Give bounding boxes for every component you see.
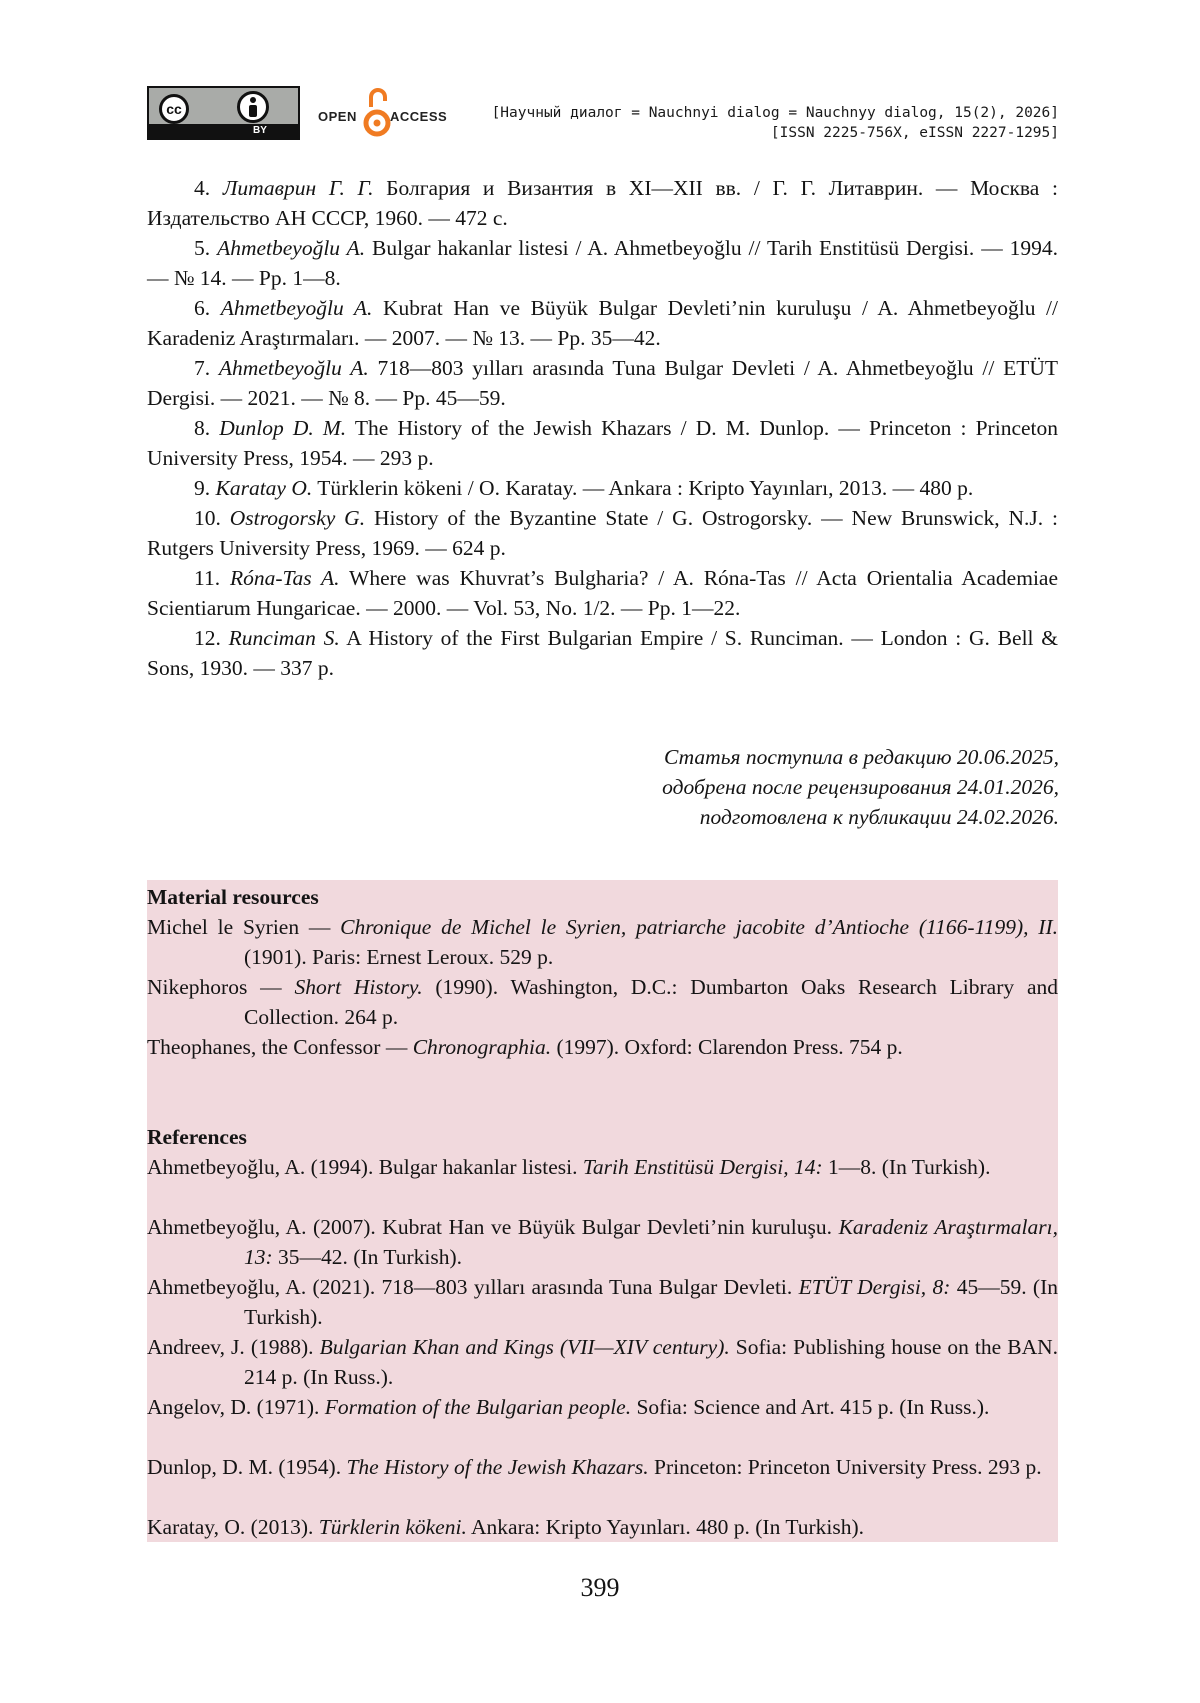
open-access-logo: [318, 85, 463, 141]
reference-item: Ahmetbeyoğlu, A. (2007). Kubrat Han ve Büyük Bulgar Devleti’nin kuruluşu. Karadeniz Araştırmaları, 13: 35—42. (In Turkish).: [147, 1215, 1058, 1269]
receipt-line: одобрена после рецензирования 24.01.2026,: [662, 775, 1059, 799]
bibliography-entry: 8. Dunlop D. M. The History of the Jewish Khazars / D. M. Dunlop. — Princeton : Princeton University Press, 1954. — 293 p.: [147, 416, 1059, 470]
open-access-open-label: OPEN: [318, 109, 357, 124]
page-number: 399: [580, 1573, 620, 1602]
material-resource-item: Nikephoros — Short History. (1990). Washington, D.C.: Dumbarton Oaks Research Library and Collection. 264 p.: [147, 975, 1058, 1029]
material-resource-item: Theophanes, the Confessor — Chronographia. (1997). Oxford: Clarendon Press. 754 p.: [147, 1035, 903, 1059]
license-by-label: BY: [253, 125, 267, 136]
open-access-access-label: ACCESS: [390, 109, 448, 124]
receipt-line: Статья поступила в редакцию 20.06.2025,: [663, 745, 1059, 769]
bibliography-entry: 12. Runciman S. A History of the First Bulgarian Empire / S. Runciman. — London : G. Bell & Sons, 1930. — 337 p.: [147, 626, 1058, 680]
bibliography-entry: 11. Róna-Tas A. Where was Khuvrat’s Bulgharia? / A. Róna-Tas // Acta Orientalia Academiae Scientiarum Hungaricae. — 2000. — Vol. 53, No. 1/2. — Pp. 1—22.: [147, 566, 1059, 620]
bibliography-entry: 7. Ahmetbeyoğlu A. 718—803 yılları arasında Tuna Bulgar Devleti / A. Ahmetbeyoğlu // ETÜT Dergisi. — 2021. — № 8. — Pp. 45—59.: [147, 356, 1059, 410]
material-resource-item: Michel le Syrien — Chronique de Michel le Syrien, patriarche jacobite d’Antioche (1166-1199), II. (1901). Paris: Ernest Leroux. 529 p.: [147, 915, 1058, 969]
article-receipt-dates: [359, 742, 1059, 832]
bibliography-entry: 6. Ahmetbeyoğlu A. Kubrat Han ve Büyük Bulgar Devleti’nin kuruluşu / A. Ahmetbeyoğlu // Karadeniz Araştırmaları. — 2007. — № 13. — Pp. 35—42.: [147, 296, 1058, 350]
reference-item: Angelov, D. (1971). Formation of the Bulgarian people. Sofia: Science and Art. 415 p. (In Russ.).: [147, 1395, 990, 1419]
reference-item: Andreev, J. (1988). Bulgarian Khan and Kings (VII—XIV century). Sofia: Publishing house on the BAN. 214 p. (In Russ.).: [147, 1335, 1059, 1389]
bibliography-entry: 9. Karatay O. Türklerin kökeni / O. Karatay. — Ankara : Kripto Yayınları, 2013. — 480 p.: [194, 476, 974, 500]
reference-item: Ahmetbeyoğlu, A. (1994). Bulgar hakanlar listesi. Tarih Enstitüsü Dergisi, 14: 1—8. (In Turkish).: [147, 1155, 991, 1179]
bibliography-entry: 10. Ostrogorsky G. History of the Byzantine State / G. Ostrogorsky. — New Brunswick, N.J. : Rutgers University Press, 1969. — 624 p.: [147, 506, 1058, 560]
bibliography-entry: 5. Ahmetbeyoğlu A. Bulgar hakanlar listesi / A. Ahmetbeyoğlu // Tarih Enstitüsü Dergisi. — 1994. — № 14. — Pp. 1—8.: [147, 236, 1058, 290]
bibliography-list: [147, 173, 1058, 683]
journal-citation-header: [Научный диалог = Nauchnyi dialog = Nauchnyy dialog, 15(2), 2026]: [491, 105, 1059, 121]
cc-by-license-icon[interactable]: [147, 86, 300, 140]
receipt-line: подготовлена к публикации 24.02.2026.: [699, 805, 1059, 829]
material-resources-heading: Material resources: [147, 885, 319, 909]
reference-item: Karatay, O. (2013). Türklerin kökeni. Ankara: Kripto Yayınları. 480 p. (In Turkish).: [147, 1515, 864, 1539]
open-lock-icon: [362, 85, 392, 141]
bibliography-entry: 4. Литаврин Г. Г. Болгария и Византия в XI—XII вв. / Г. Г. Литаврин. — Москва : Издательство АН СССР, 1960. — 472 с.: [147, 176, 1058, 230]
references-heading: References: [147, 1125, 247, 1149]
issn-header: [ISSN 2225-756X, eISSN 2227-1295]: [770, 125, 1059, 141]
attribution-person-icon: [237, 91, 269, 123]
reference-item: Dunlop, D. M. (1954). The History of the Jewish Khazars. Princeton: Princeton University Press. 293 p.: [147, 1455, 1042, 1479]
cc-icon: cc: [159, 94, 189, 124]
reference-item: Ahmetbeyoğlu, A. (2021). 718—803 yılları arasında Tuna Bulgar Devleti. ETÜT Dergisi, 8: 45—59. (In Turkish).: [147, 1275, 1058, 1329]
